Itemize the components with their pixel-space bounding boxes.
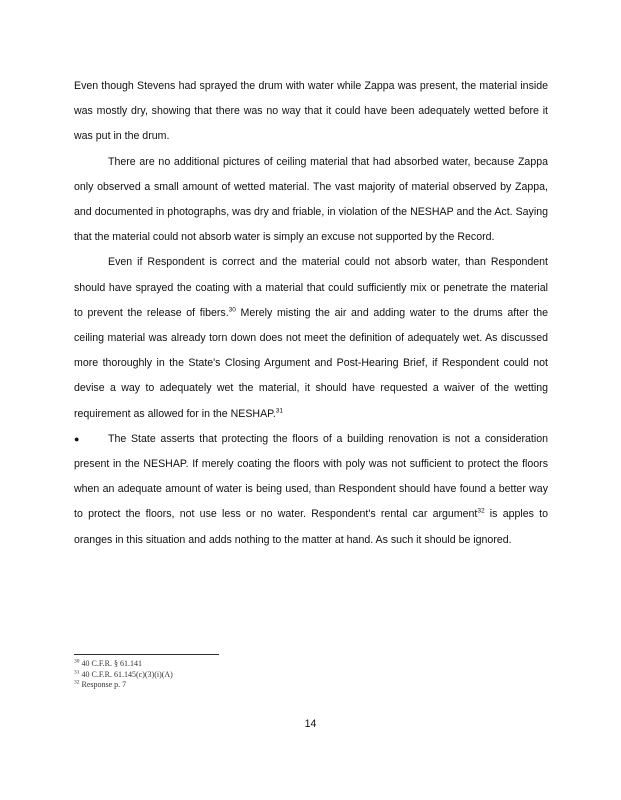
footnote-ref-32[interactable]: 32 — [477, 507, 485, 515]
footnote-number: 31 — [74, 668, 80, 675]
footnote-31 — [74, 670, 374, 681]
paragraph-2 — [74, 150, 548, 251]
footnote-number: 30 — [74, 658, 80, 665]
paragraph-4-text-a: The State asserts that protecting the floors of a building renovation is not a consideration present in the NESHAP. If merely coating the floors with poly was not sufficient to protect the floors when an adequate amount of water is being used, than Respondent should have found a better way to protect the floors, not use less or no water. Respondent's rental car argument — [74, 432, 548, 521]
paragraph-1 — [74, 74, 548, 150]
footnote-text: 40 C.F.R. 61.145(c)(3)(i)(A) — [81, 669, 173, 679]
footnote-ref-31[interactable]: 31 — [275, 407, 284, 415]
paragraph-3-text-a: Even if Respondent is correct and the material could not absorb water, than Respondent should have sprayed the coating with a material that could sufficiently mix or penetrate the material to prevent the release of fibers. — [74, 256, 548, 319]
paragraph-3-text-b: Merely misting the air and adding water to the drums after the ceiling material was already torn down does not meet the definition of adequately wet. As discussed more thoroughly in the State's Closing Argument and Post-Hearing Brief, if Respondent could not devise a way to adequately wet the material, it should have requested a waiver of the wetting requirement as allowed for in the NESHAP. — [74, 306, 548, 420]
footnote-divider — [74, 654, 219, 655]
body-text — [74, 74, 548, 553]
paragraph-4-text-b: is apples to oranges in this situation and adds nothing to the matter at hand. As such it should be ignored. — [74, 508, 548, 546]
footnote-text: 40 C.F.R. § 61.141 — [81, 659, 142, 668]
footnote-ref-30[interactable]: 30 — [228, 306, 236, 314]
paragraph-1-text: Even though Stevens had sprayed the drum with water while Zappa was present, the material inside was mostly dry, showing that there was no way that it could have been adequately wetted before it was put in the drum. — [74, 80, 548, 143]
footnote-32 — [74, 680, 374, 691]
footnotes — [74, 659, 374, 691]
paragraph-2-text: There are no additional pictures of ceiling material that had absorbed water, because Zappa only observed a small amount of wetted material. The vast majority of material observed by Zappa, and documented in photographs, was dry and friable, in violation of the NESHAP and the Act. Saying that the material could not absorb water is simply an excuse not supported by the Record. — [74, 155, 548, 244]
paragraph-3 — [74, 250, 548, 426]
paragraph-4 — [74, 427, 548, 553]
bullet-icon: ● — [74, 433, 80, 444]
footnote-text: Response p. 7 — [81, 680, 127, 689]
footnote-30 — [74, 659, 374, 670]
page-number: 14 — [304, 718, 317, 730]
footnote-number: 32 — [74, 679, 80, 686]
